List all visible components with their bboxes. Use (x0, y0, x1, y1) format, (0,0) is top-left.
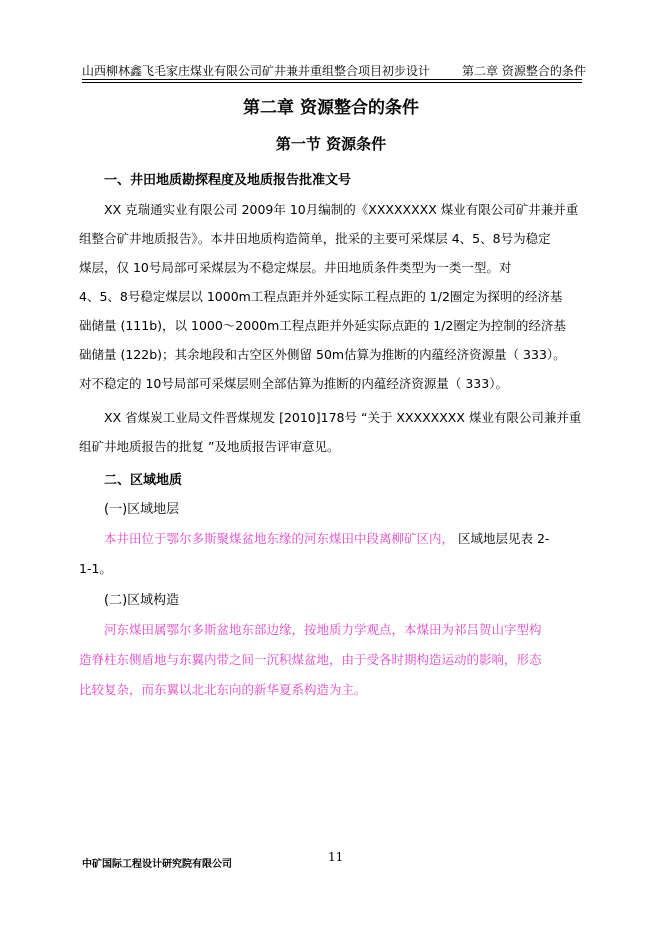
chapter-title: 第二章 资源整合的条件 (243, 98, 419, 118)
highlighted-line: 比较复杂，而东翼以北北东向的新华夏系构造为主。 (79, 682, 367, 697)
paragraph-line (104, 529, 549, 547)
paragraph-line: XX 省煤炭工业局文件晋煤规发 [2010]178号 “关于 XXXXXXXX 煤业有限公司兼并重 (104, 410, 582, 425)
highlighted-line: 河东煤田属鄂尔多斯盆地东部边缘，按地质力学观点，本煤田为祁吕贺山字型构 (104, 622, 542, 637)
paragraph-line: XX 克瑞通实业有限公司 2009年 10月编制的《XXXXXXXX 煤业有限公司矿井兼并重 (104, 202, 579, 217)
subheading-regional-structure: (二)区域构造 (104, 593, 180, 608)
paragraph-line: 组整合矿井地质报告》。本井田地质构造简单，批采的主要可采煤层 4、5、8号为稳定 (79, 231, 551, 246)
paragraph-line: 组矿井地质报告的批复 ”及地质报告评审意见。 (79, 439, 340, 454)
paragraph-line: 4、5、8号稳定煤层以 1000m工程点距并外延实际工程点距的 1/2圈定为探明的经济基 (79, 289, 563, 304)
paragraph-line: 1-1。 (79, 561, 112, 576)
paragraph-line: 煤层，仅 10号局部可采煤层为不稳定煤层。井田地质条件类型为一类一型。对 (79, 260, 512, 275)
highlighted-line: 造脊柱东侧盾地与东翼内带之间一沉积煤盆地，由于受各时期构造运动的影响，形态 (79, 652, 542, 667)
heading-regional-geology: 二、区域地质 (104, 473, 183, 488)
subheading-regional-strata: (一)区域地层 (104, 502, 180, 517)
header-rule-bottom (82, 82, 582, 83)
highlighted-text: 本井田位于鄂尔多斯聚煤盆地东缘的河东煤田中段离柳矿区内， (104, 531, 455, 546)
paragraph-line: 础储量 (111b)，以 1000～2000m工程点距并外延实际点距的 1/2圈定为控制的经济基 (79, 318, 566, 333)
plain-text: 区域地层见表 2- (454, 531, 550, 546)
running-header-title: 山西柳林鑫飞毛家庄煤业有限公司矿井兼并重组整合项目初步设计 (82, 64, 431, 78)
heading-exploration-level: 一、井田地质勘探程度及地质报告批准文号 (104, 173, 352, 188)
header-rule-top (82, 79, 582, 80)
paragraph-line: 础储量 (122b)；其余地段和古空区外侧留 50m估算为推断的内蕴经济资源量（ 333）。 (79, 347, 566, 362)
footer-company: 中矿国际工程设计研究院有限公司 (82, 859, 232, 870)
section-title: 第一节 资源条件 (275, 135, 387, 153)
running-header-chapter: 第二章 资源整合的条件 (462, 64, 586, 78)
paragraph-line: 对不稳定的 10号局部可采煤层则全部估算为推断的内蕴经济资源量（ 333）。 (79, 376, 508, 391)
page-number: 11 (328, 850, 344, 864)
